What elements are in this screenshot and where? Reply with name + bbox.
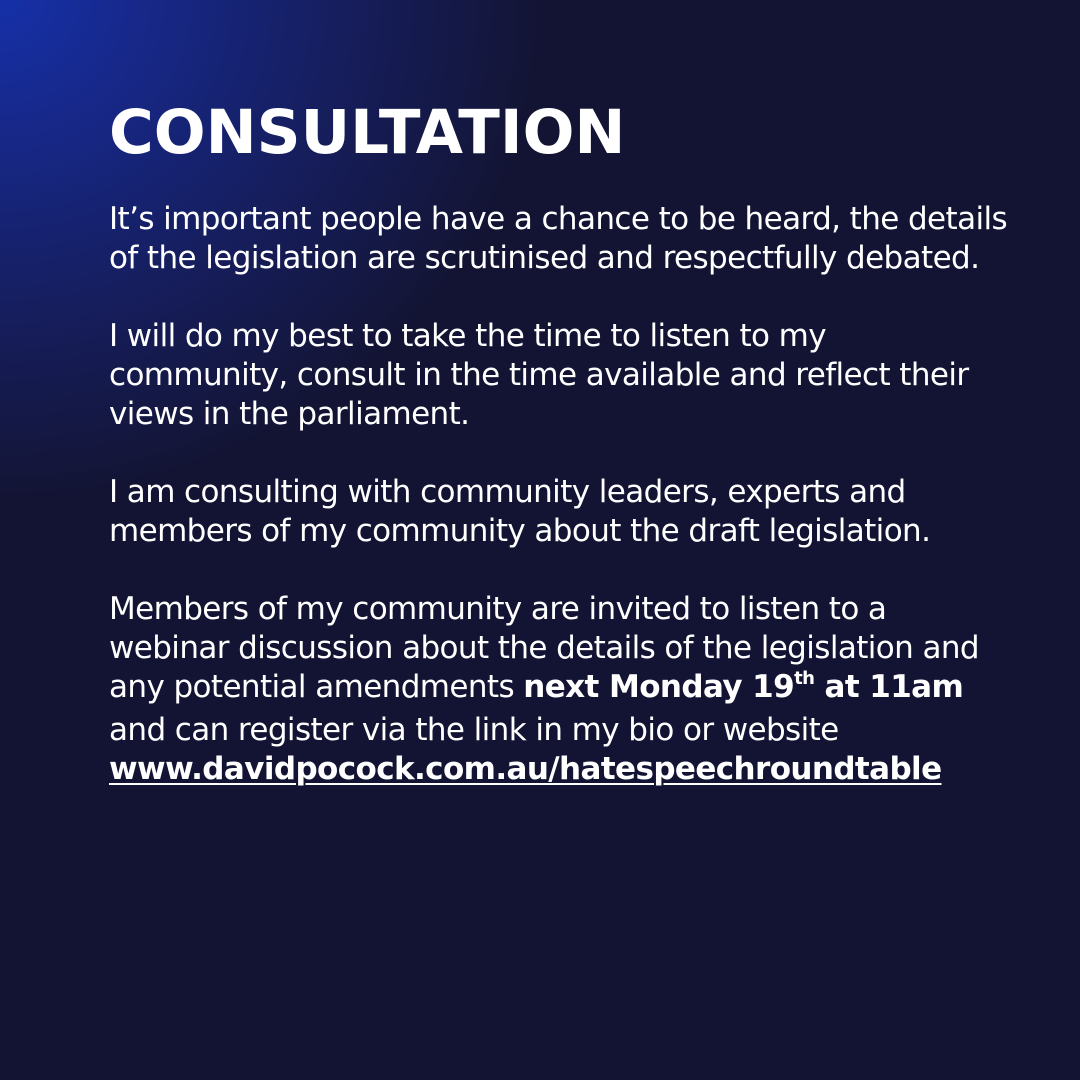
page-title: CONSULTATION xyxy=(109,97,626,168)
paragraph-importance: It’s important people have a chance to be heard, the details of the legislation are scrutinised and respectfully debated. xyxy=(109,201,1008,276)
paragraph-consulting: I am consulting with community leaders, experts and members of my community about the draft legislation. xyxy=(109,474,931,549)
webinar-register-text: and can register via the link in my bio or website xyxy=(109,712,839,748)
content-block xyxy=(109,96,1009,789)
paragraph-listening: I will do my best to take the time to listen to my community, consult in the time available and reflect their views in the parliament. xyxy=(109,318,969,432)
paragraph-webinar xyxy=(109,590,1009,789)
webinar-date: next Monday 19 xyxy=(523,669,795,705)
webinar-date-suffix: th xyxy=(794,668,815,689)
webinar-intro-text: Members of my community are invited to listen to a webinar discussion about the details of the legislation and any potential amendments xyxy=(109,591,979,705)
webinar-time: at 11am xyxy=(814,669,964,705)
registration-link[interactable]: www.davidpocock.com.au/hatespeechroundtable xyxy=(109,751,942,787)
